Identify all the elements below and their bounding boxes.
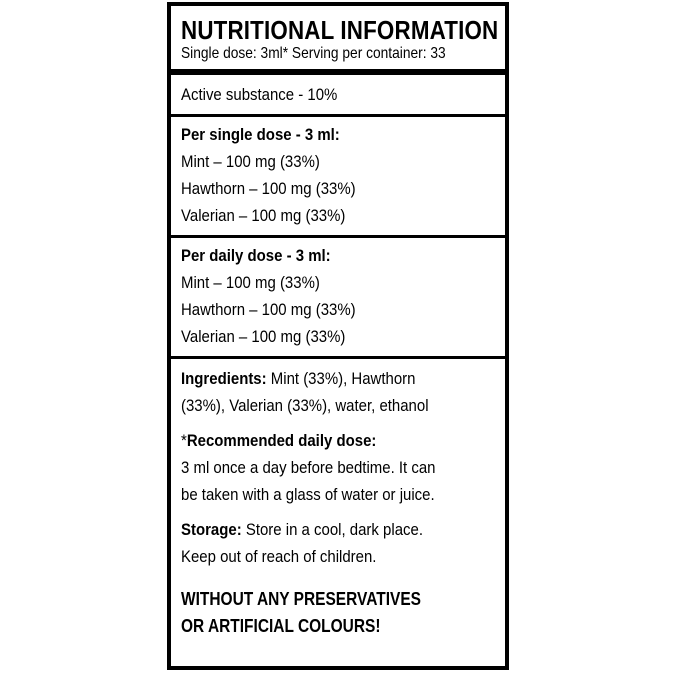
- ingredients-section: [181, 359, 497, 419]
- recommended-heading: [181, 427, 459, 454]
- single-dose-item: Valerian – 100 mg (33%): [181, 206, 346, 225]
- single-dose-item: Mint – 100 mg (33%): [181, 152, 320, 171]
- recommended-label: Recommended daily dose:: [186, 431, 377, 450]
- ingredients-text-1: Mint (33%), Hawthorn: [266, 369, 416, 388]
- daily-dose-section: [181, 238, 497, 356]
- single-dose-heading: Per single dose - 3 ml:: [181, 125, 340, 144]
- ingredients-line-2: (33%), Valerian (33%), water, ethanol: [181, 396, 429, 415]
- single-dose-item: Hawthorn – 100 mg (33%): [181, 179, 356, 198]
- active-substance: Active substance - 10%: [181, 85, 338, 104]
- warning-section: [181, 570, 497, 640]
- daily-dose-item: Mint – 100 mg (33%): [181, 273, 320, 292]
- storage-line-1: [181, 516, 459, 543]
- daily-dose-item: Hawthorn – 100 mg (33%): [181, 300, 356, 319]
- recommended-line-2: be taken with a glass of water or juice.: [181, 485, 435, 504]
- storage-section: [181, 508, 497, 570]
- ingredients-line-1: [181, 365, 459, 392]
- label-title: NUTRITIONAL INFORMATION: [181, 15, 499, 45]
- active-substance-section: [181, 75, 497, 114]
- recommended-line-1: 3 ml once a day before bedtime. It can: [181, 458, 436, 477]
- storage-label: Storage:: [181, 520, 242, 539]
- ingredients-label: Ingredients:: [181, 369, 267, 388]
- asterisk: *: [181, 431, 187, 450]
- daily-dose-heading: Per daily dose - 3 ml:: [181, 246, 331, 265]
- daily-dose-item: Valerian – 100 mg (33%): [181, 327, 346, 346]
- warning-line-2: OR ARTIFICIAL COLOURS!: [181, 616, 381, 636]
- warning-line-1: WITHOUT ANY PRESERVATIVES: [181, 589, 421, 609]
- recommended-section: [181, 419, 497, 508]
- storage-text-1: Store in a cool, dark place.: [241, 520, 423, 539]
- nutrition-label: [167, 2, 509, 670]
- storage-line-2: Keep out of reach of children.: [181, 547, 377, 566]
- serving-info: Single dose: 3ml* Serving per container: 33: [181, 45, 446, 62]
- single-dose-section: [181, 117, 497, 235]
